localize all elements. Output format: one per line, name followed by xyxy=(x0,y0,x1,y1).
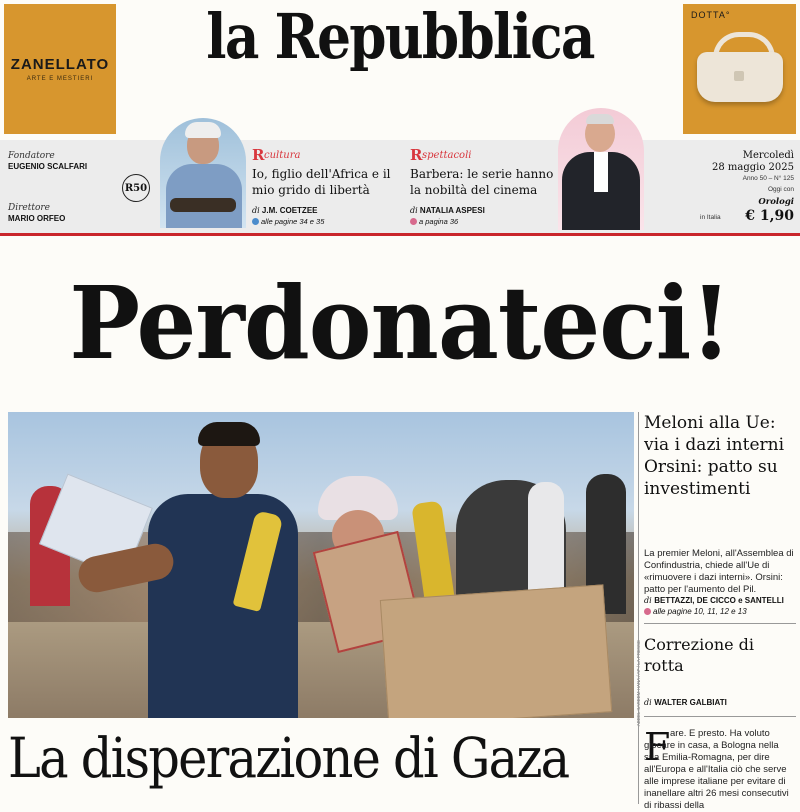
section-cultura-label: cultura xyxy=(264,150,301,161)
photo-headline[interactable]: La disperazione di Gaza xyxy=(8,726,569,790)
handbag-clasp xyxy=(734,71,744,81)
byline-author: WALTER GALBIATI xyxy=(654,698,727,707)
story-meloni-byline xyxy=(644,596,784,605)
byline-prefix: di xyxy=(252,206,260,215)
spettacoli-pages[interactable] xyxy=(410,217,458,226)
price-label: in Italia xyxy=(700,214,721,221)
story-divider xyxy=(644,623,796,624)
cultura-teaser-title[interactable]: Io, figlio dell'Africa e il mio grido di libertà xyxy=(252,167,391,197)
cultura-byline xyxy=(252,206,317,215)
anniversary-seal: R50 xyxy=(122,174,150,202)
masthead-logo[interactable]: la Repubblica xyxy=(206,0,594,73)
pages-ref: alle pagine 10, 11, 12 e 13 xyxy=(653,607,747,616)
arrow-circle-icon xyxy=(644,608,651,615)
portrait-body xyxy=(166,164,242,228)
story-divider xyxy=(644,716,796,717)
founder-name: EUGENIO SCALFARI xyxy=(8,162,88,171)
byline-prefix: di xyxy=(644,596,652,605)
section-r-logo: R xyxy=(252,146,265,164)
byline-author: BETTAZZI, DE CICCO e SANTELLI xyxy=(654,596,784,605)
byline-author: NATALIA ASPESI xyxy=(419,206,485,215)
spettacoli-teaser-title[interactable]: Barbera: le serie hanno la nobiltà del cinema xyxy=(410,167,554,197)
ad-brand-label: DOTTA° xyxy=(691,10,731,20)
section-r-logo: R xyxy=(410,146,423,164)
supplement-orologi[interactable]: Orologi xyxy=(758,197,794,207)
arrow-circle-icon xyxy=(252,218,259,225)
coetzee-portrait[interactable] xyxy=(160,118,246,228)
spettacoli-byline xyxy=(410,206,485,215)
byline-prefix: di xyxy=(410,206,418,215)
red-divider xyxy=(0,233,800,236)
main-headline[interactable]: Perdonateci! xyxy=(69,264,731,382)
ad-tagline: ARTE E MESTIERI xyxy=(26,76,94,82)
story-correzione-title[interactable]: Correzione di rotta xyxy=(644,635,755,675)
director-label: Direttore xyxy=(8,203,51,213)
story-correzione-byline xyxy=(644,698,727,707)
story-meloni-summary: La premier Meloni, all'Assemblea di Confindustria, chiede all'Ue di «rimuovere i dazi interni». Orsini: patto per l'aumento del Pil. xyxy=(644,548,794,595)
pages-ref: a pagina 36 xyxy=(419,217,459,226)
issue-date: Mercoledì 28 maggio 2025 xyxy=(712,150,794,173)
byline-author: J.M. COETZEE xyxy=(261,206,318,215)
today-with-label: Oggi con xyxy=(767,186,794,193)
portrait-arm xyxy=(170,198,236,212)
section-spettacoli-label: spettacoli xyxy=(422,150,472,161)
byline-prefix: di xyxy=(644,698,652,707)
ad-dotta[interactable] xyxy=(683,4,796,134)
man-hair xyxy=(198,422,260,446)
cover-price: € 1,90 xyxy=(745,208,794,224)
portrait-hair xyxy=(185,122,221,138)
arrow-circle-icon xyxy=(410,218,417,225)
issue-number: Anno 50 – N° 125 xyxy=(742,175,794,182)
cultura-pages[interactable] xyxy=(252,217,324,226)
background-person xyxy=(528,482,564,592)
column-divider xyxy=(638,412,639,804)
drop-cap: F xyxy=(644,725,671,769)
ad-zanellato[interactable] xyxy=(4,4,116,134)
ad-brand-label: ZANELLATO xyxy=(10,56,110,73)
founder-label: Fondatore xyxy=(8,151,55,161)
portrait-hair xyxy=(586,114,614,124)
portrait-shirt xyxy=(594,152,608,192)
director-name: MARIO ORFEO xyxy=(8,214,66,223)
story-meloni-title[interactable]: Meloni alla Ue: via i dazi interni Orsini: patto su investimenti xyxy=(644,413,785,499)
pages-ref: alle pagine 34 e 35 xyxy=(261,217,325,226)
gaza-photo[interactable] xyxy=(8,412,634,718)
barbera-portrait[interactable] xyxy=(558,108,644,230)
story-meloni-pages[interactable] xyxy=(644,607,747,616)
story-correzione-body: are. E presto. Ha voluto giocare in casa, a Bologna nella sua Emilia-Romagna, per dire all'Europa e all'Italia ciò che serve alle imprese italiane per evitare di inanellare altri 26 mesi consecutivi di ribassi della xyxy=(644,728,789,811)
cardboard-box xyxy=(380,584,612,718)
